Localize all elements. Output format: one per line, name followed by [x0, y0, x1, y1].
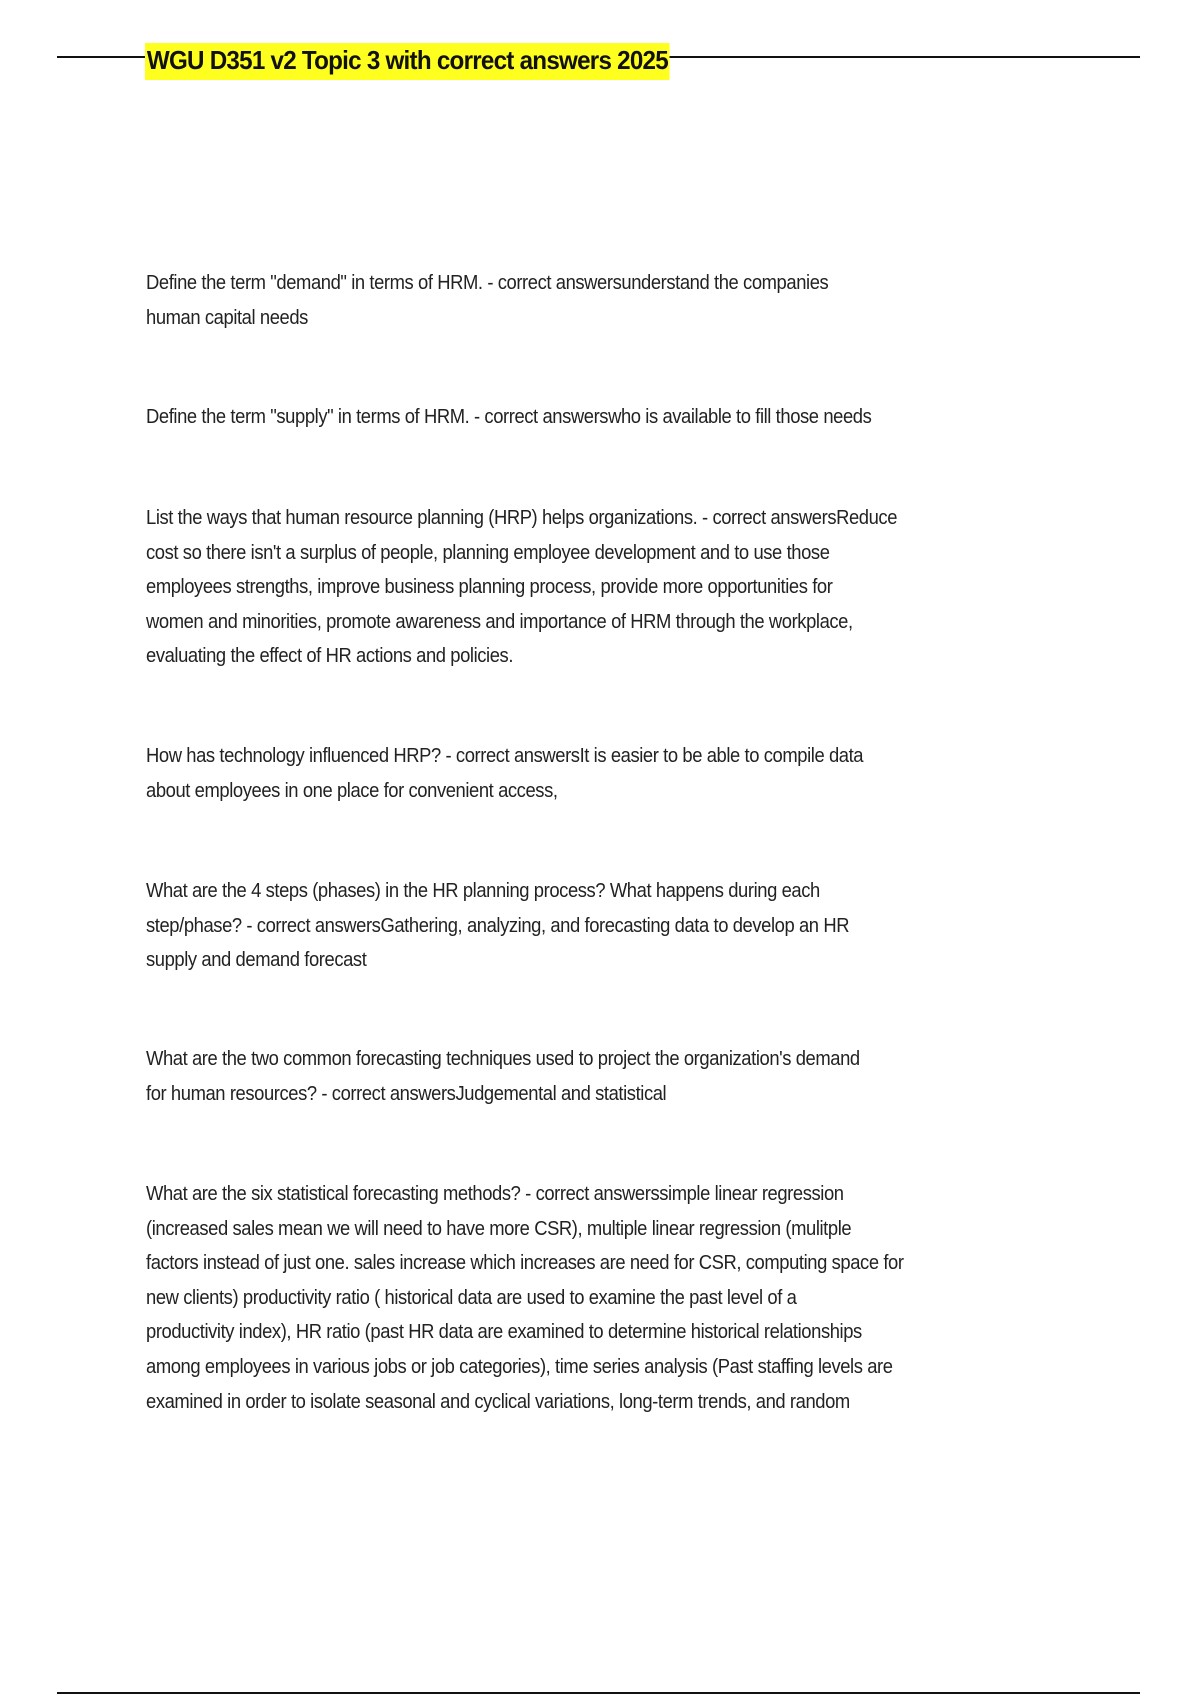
paragraph-line: examined in order to isolate seasonal and cyclical variations, long-term trends, and random [146, 1390, 850, 1413]
qa-paragraph [146, 874, 910, 978]
paragraph-line: productivity index), HR ratio (past HR data are examined to determine historical relationships [146, 1321, 862, 1344]
qa-paragraph [146, 1177, 969, 1419]
paragraph-line: What are the 4 steps (phases) in the HR planning process? What happens during each [146, 880, 820, 902]
paragraph-line: How has technology influenced HRP? - correct answersIt is easier to be able to compile data [146, 745, 864, 767]
qa-paragraph [146, 739, 925, 808]
paragraph-line: What are the six statistical forecasting methods? - correct answerssimple linear regression [146, 1183, 844, 1205]
paragraph-line: among employees in various jobs or job categories), time series analysis (Past staffing levels are [146, 1355, 893, 1378]
paragraph-line: List the ways that human resource planning (HRP) helps organizations. - correct answersReduce [146, 507, 898, 529]
qa-paragraph [146, 501, 962, 674]
paragraph-line: supply and demand forecast [146, 949, 367, 972]
paragraph-line: about employees in one place for convenient access, [146, 779, 558, 802]
paragraph-line: What are the two common forecasting techniques used to project the organization's demand [146, 1048, 860, 1070]
paragraph-line: Define the term "supply" in terms of HRM. - correct answerswho is available to fill those needs [146, 406, 872, 428]
paragraph-line: factors instead of just one. sales increase which increases are need for CSR, computing space for [146, 1252, 904, 1275]
paragraph-line: step/phase? - correct answersGathering, analyzing, and forecasting data to develop an HR [146, 914, 850, 937]
footer-rule [57, 1692, 1140, 1694]
paragraph-line: for human resources? - correct answersJudgemental and statistical [146, 1082, 667, 1105]
qa-paragraph [146, 266, 888, 335]
document-title: WGU D351 v2 Topic 3 with correct answers 2025 [145, 43, 670, 80]
paragraph-line: employees strengths, improve business planning process, provide more opportunities for [146, 576, 833, 599]
qa-paragraph [146, 400, 934, 435]
paragraph-line: women and minorities, promote awareness and importance of HRM through the workplace, [146, 610, 853, 633]
paragraph-line: evaluating the effect of HR actions and policies. [146, 645, 514, 668]
paragraph-line: new clients) productivity ratio ( historical data are used to examine the past level of a [146, 1286, 797, 1309]
paragraph-line: (increased sales mean we will need to have more CSR), multiple linear regression (mulitple [146, 1217, 852, 1240]
qa-paragraph [146, 1042, 922, 1111]
paragraph-line: Define the term "demand" in terms of HRM. - correct answersunderstand the companies [146, 272, 829, 294]
paragraph-line: cost so there isn't a surplus of people, planning employee development and to use those [146, 541, 830, 564]
paragraph-line: human capital needs [146, 306, 308, 329]
